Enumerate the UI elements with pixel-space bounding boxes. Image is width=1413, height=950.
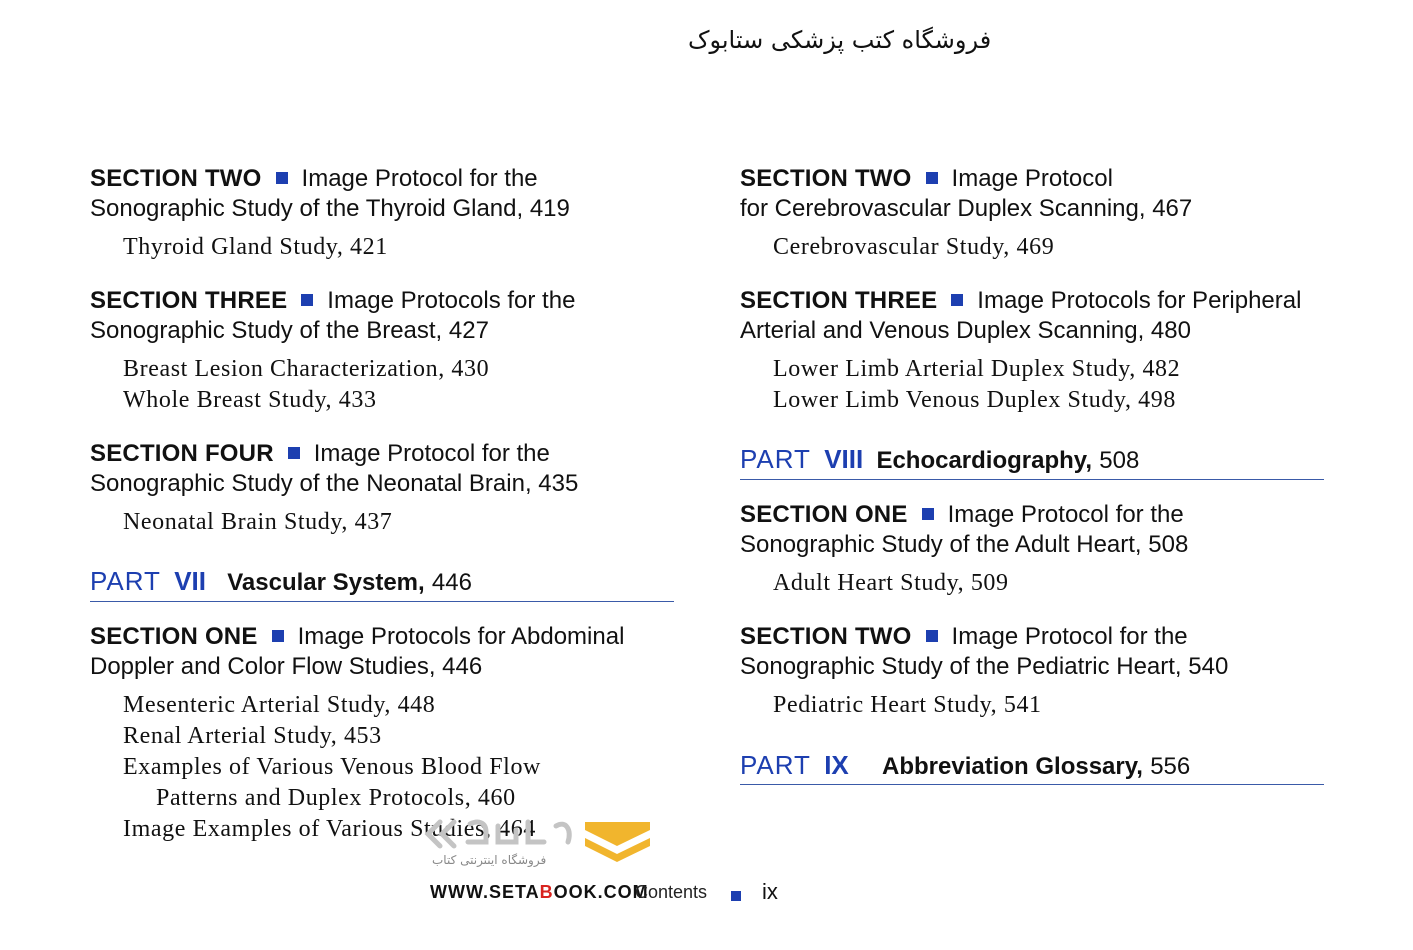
part-title: Vascular System,	[227, 569, 425, 596]
section-title-line1: Image Protocol for the	[951, 623, 1188, 650]
part-title: Echocardiography,	[876, 447, 1093, 474]
part-page: 446	[431, 569, 472, 596]
part-vii-heading	[90, 566, 472, 597]
bullet-square-icon	[272, 630, 284, 642]
section-title-line2: Sonographic Study of the Thyroid Gland, 419	[90, 195, 570, 222]
part-numeral: IX	[824, 750, 849, 780]
left-section-three	[90, 286, 575, 346]
section-title-line1: Image Protocol	[951, 165, 1113, 192]
bullet-square-icon	[926, 630, 938, 642]
toc-entry: Renal Arterial Study, 453	[123, 723, 382, 749]
bullet-square-icon	[922, 508, 934, 520]
bullet-square-icon	[288, 447, 300, 459]
section-label: SECTION ONE	[740, 501, 908, 528]
part-word: PART	[740, 444, 811, 474]
right-section-two-b	[740, 622, 1228, 682]
store-header-title: فروشگاه کتب پزشکی ستابوک	[688, 26, 992, 54]
part-title: Abbreviation Glossary,	[882, 753, 1143, 780]
toc-entry: Lower Limb Venous Duplex Study, 498	[773, 387, 1176, 413]
toc-entry: Adult Heart Study, 509	[773, 570, 1009, 596]
section-title-line2: Arterial and Venous Duplex Scanning, 480	[740, 317, 1191, 344]
section-title-line2: Sonographic Study of the Breast, 427	[90, 317, 489, 344]
bullet-square-icon	[926, 172, 938, 184]
section-title-line1: Image Protocol for the	[947, 501, 1184, 528]
section-title-line1: Image Protocols for the	[327, 287, 576, 314]
toc-entry: Examples of Various Venous Blood Flow	[123, 754, 541, 780]
url-prefix: WWW.SETA	[430, 882, 540, 902]
toc-entry-continued: Patterns and Duplex Protocols, 460	[156, 785, 516, 811]
left-section-three-entries	[123, 354, 489, 416]
toc-entry: Cerebrovascular Study, 469	[773, 234, 1055, 260]
toc-entry: Breast Lesion Characterization, 430	[123, 356, 490, 382]
footer-bullet-square-icon	[731, 891, 741, 901]
right-section-one-entries	[773, 568, 1009, 599]
part-numeral: VIII	[824, 444, 864, 474]
section-title-line2: Sonographic Study of the Pediatric Heart, 540	[740, 653, 1229, 680]
bullet-square-icon	[951, 294, 963, 306]
website-url[interactable]	[430, 882, 649, 903]
section-title-line2: Sonographic Study of the Neonatal Brain, 435	[90, 470, 579, 497]
section-label: SECTION TWO	[740, 623, 912, 650]
part-vii-rule	[90, 601, 674, 602]
left-section-two	[90, 164, 570, 224]
left-section-one	[90, 622, 624, 682]
left-section-four-entries	[123, 507, 392, 538]
right-section-two	[740, 164, 1192, 224]
left-section-four	[90, 439, 578, 499]
section-title-line2: for Cerebrovascular Duplex Scanning, 467	[740, 195, 1193, 222]
section-title-line2: Sonographic Study of the Adult Heart, 508	[740, 531, 1189, 558]
right-section-three	[740, 286, 1301, 346]
running-footer-label: Contents	[635, 882, 708, 902]
toc-entry: Pediatric Heart Study, 541	[773, 692, 1042, 718]
bullet-square-icon	[276, 172, 288, 184]
section-label: SECTION ONE	[90, 623, 258, 650]
section-label: SECTION TWO	[740, 165, 912, 192]
part-word: PART	[740, 750, 811, 780]
part-word: PART	[90, 566, 161, 596]
toc-entry: Lower Limb Arterial Duplex Study, 482	[773, 356, 1181, 382]
bullet-square-icon	[301, 294, 313, 306]
section-label: SECTION THREE	[740, 287, 938, 314]
section-title-line1: Image Protocol for the	[313, 440, 550, 467]
section-label: SECTION FOUR	[90, 440, 274, 467]
right-section-two-b-entries	[773, 690, 1042, 721]
section-title-line1: Image Protocol for the	[301, 165, 538, 192]
toc-entry: Thyroid Gland Study, 421	[123, 234, 388, 260]
toc-entry: Neonatal Brain Study, 437	[123, 509, 393, 535]
watermark-subtitle: فروشگاه اینترنتی کتاب	[432, 853, 547, 867]
toc-entry: Mesenteric Arterial Study, 448	[123, 692, 436, 718]
url-suffix: OOK.COM	[553, 882, 649, 902]
part-numeral: VII	[174, 566, 206, 596]
part-ix-heading	[740, 750, 1190, 781]
section-title-line2: Doppler and Color Flow Studies, 446	[90, 653, 483, 680]
section-label: SECTION TWO	[90, 165, 262, 192]
part-viii-heading	[740, 444, 1139, 475]
part-page: 556	[1150, 753, 1191, 780]
part-ix-rule	[740, 784, 1324, 785]
section-label: SECTION THREE	[90, 287, 288, 314]
left-section-two-entries	[123, 232, 388, 263]
right-section-two-entries	[773, 232, 1054, 263]
part-viii-rule	[740, 479, 1324, 480]
right-section-one	[740, 500, 1188, 560]
page-number: ix	[762, 879, 778, 904]
right-section-three-entries	[773, 354, 1180, 416]
part-page: 508	[1099, 447, 1140, 474]
url-highlight: B	[539, 882, 554, 902]
toc-entry: Whole Breast Study, 433	[123, 387, 377, 413]
toc-entry: Image Examples of Various Studies, 464	[123, 816, 536, 842]
section-title-line1: Image Protocols for Peripheral	[977, 287, 1302, 314]
section-title-line1: Image Protocols for Abdominal	[297, 623, 625, 650]
